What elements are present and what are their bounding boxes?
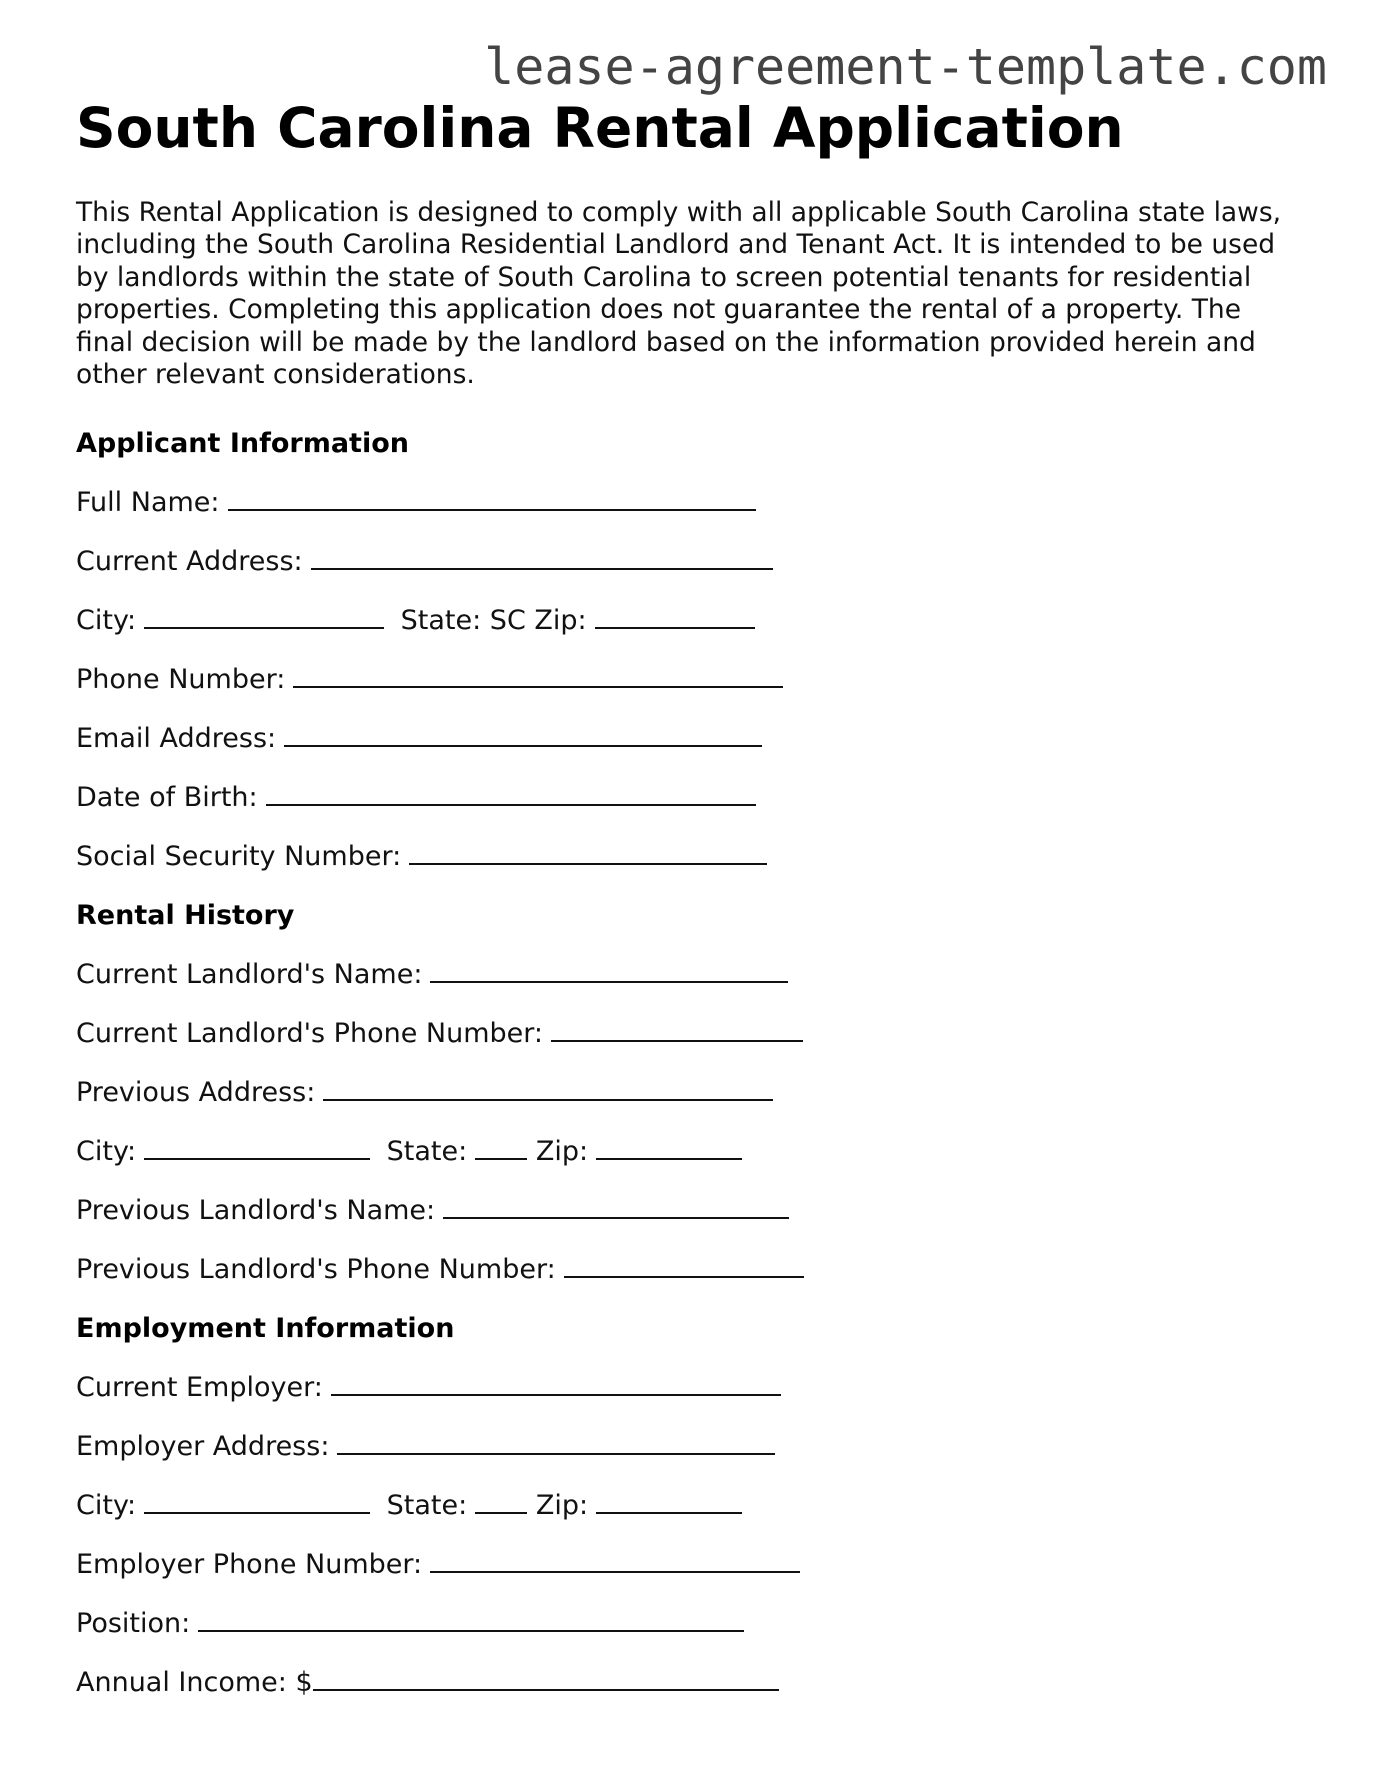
current-landlord-phone-label: Current Landlord's Phone Number:: [76, 1017, 543, 1049]
current-landlord-name-row: [76, 945, 1306, 1004]
employer-address-row: [76, 1417, 1306, 1476]
position-field[interactable]: [198, 1606, 744, 1632]
previous-state-field[interactable]: [475, 1134, 527, 1160]
section-heading-employment: Employment Information: [76, 1312, 455, 1344]
previous-city-state-zip-row: [76, 1122, 1306, 1181]
zip-field[interactable]: [595, 603, 755, 629]
rental-application-document: [76, 40, 1306, 1712]
intro-paragraph: This Rental Application is designed to comply with all applicable South Carolina state laws, including the South Carolina Residential Landlord and Tenant Act. It is intended to be used by landlords within the state of South Carolina to screen potential tenants for residential properties. Completing this application does not guarantee the rental of a property. The final decision will be made by the landlord based on the information provided herein and other relevant considerations.: [76, 196, 1282, 390]
previous-address-field[interactable]: [323, 1075, 773, 1101]
current-address-row: [76, 532, 1306, 591]
employer-zip-field[interactable]: [596, 1488, 742, 1514]
current-landlord-phone-field[interactable]: [551, 1016, 803, 1042]
current-landlord-name-label: Current Landlord's Name:: [76, 958, 423, 990]
current-landlord-name-field[interactable]: [430, 957, 788, 983]
email-row: [76, 709, 1306, 768]
previous-landlord-name-row: [76, 1181, 1306, 1240]
employer-address-field[interactable]: [337, 1429, 775, 1455]
current-address-field[interactable]: [311, 544, 773, 570]
previous-landlord-phone-row: [76, 1240, 1306, 1299]
previous-state-label: State:: [386, 1135, 468, 1167]
section-heading-rental-history: Rental History: [76, 899, 295, 931]
ssn-row: [76, 827, 1306, 886]
dob-row: [76, 768, 1306, 827]
employer-phone-label: Employer Phone Number:: [76, 1548, 423, 1580]
full-name-field[interactable]: [228, 485, 756, 511]
employer-city-state-zip-row: [76, 1476, 1306, 1535]
previous-landlord-name-label: Previous Landlord's Name:: [76, 1194, 436, 1226]
previous-landlord-phone-label: Previous Landlord's Phone Number:: [76, 1253, 556, 1285]
employer-state-label: State:: [386, 1489, 468, 1521]
position-label: Position:: [76, 1607, 191, 1639]
page-title: South Carolina Rental Application: [76, 96, 1124, 160]
full-name-row: [76, 473, 1306, 532]
phone-field[interactable]: [293, 662, 783, 688]
previous-city-field[interactable]: [144, 1134, 370, 1160]
employer-city-label: City:: [76, 1489, 137, 1521]
previous-landlord-name-field[interactable]: [443, 1193, 789, 1219]
annual-income-field[interactable]: [313, 1665, 779, 1691]
previous-address-row: [76, 1063, 1306, 1122]
dob-label: Date of Birth:: [76, 781, 258, 813]
state-label: State: SC: [400, 604, 526, 636]
current-address-label: Current Address:: [76, 545, 303, 577]
employer-city-field[interactable]: [144, 1488, 370, 1514]
previous-zip-field[interactable]: [596, 1134, 742, 1160]
full-name-label: Full Name:: [76, 486, 220, 518]
employer-state-field[interactable]: [475, 1488, 527, 1514]
employer-address-label: Employer Address:: [76, 1430, 330, 1462]
employer-phone-row: [76, 1535, 1306, 1594]
previous-city-label: City:: [76, 1135, 137, 1167]
site-watermark: lease-agreement-template.com: [484, 38, 1327, 96]
ssn-label: Social Security Number:: [76, 840, 402, 872]
ssn-field[interactable]: [409, 839, 767, 865]
previous-address-label: Previous Address:: [76, 1076, 316, 1108]
previous-zip-label: Zip:: [535, 1135, 589, 1167]
annual-income-label: Annual Income: $: [76, 1666, 313, 1698]
current-employer-label: Current Employer:: [76, 1371, 323, 1403]
city-label: City:: [76, 604, 137, 636]
phone-label: Phone Number:: [76, 663, 286, 695]
annual-income-row: [76, 1653, 1306, 1712]
current-employer-field[interactable]: [331, 1370, 781, 1396]
employer-zip-label: Zip:: [535, 1489, 589, 1521]
applicant-city-state-zip-row: [76, 591, 1306, 650]
previous-landlord-phone-field[interactable]: [564, 1252, 804, 1278]
current-landlord-phone-row: [76, 1004, 1306, 1063]
current-employer-row: [76, 1358, 1306, 1417]
employer-phone-field[interactable]: [430, 1547, 800, 1573]
zip-label: Zip:: [534, 604, 587, 636]
email-label: Email Address:: [76, 722, 277, 754]
section-heading-applicant: Applicant Information: [76, 427, 409, 459]
phone-row: [76, 650, 1306, 709]
dob-field[interactable]: [266, 780, 756, 806]
email-field[interactable]: [284, 721, 762, 747]
position-row: [76, 1594, 1306, 1653]
city-field[interactable]: [144, 603, 384, 629]
